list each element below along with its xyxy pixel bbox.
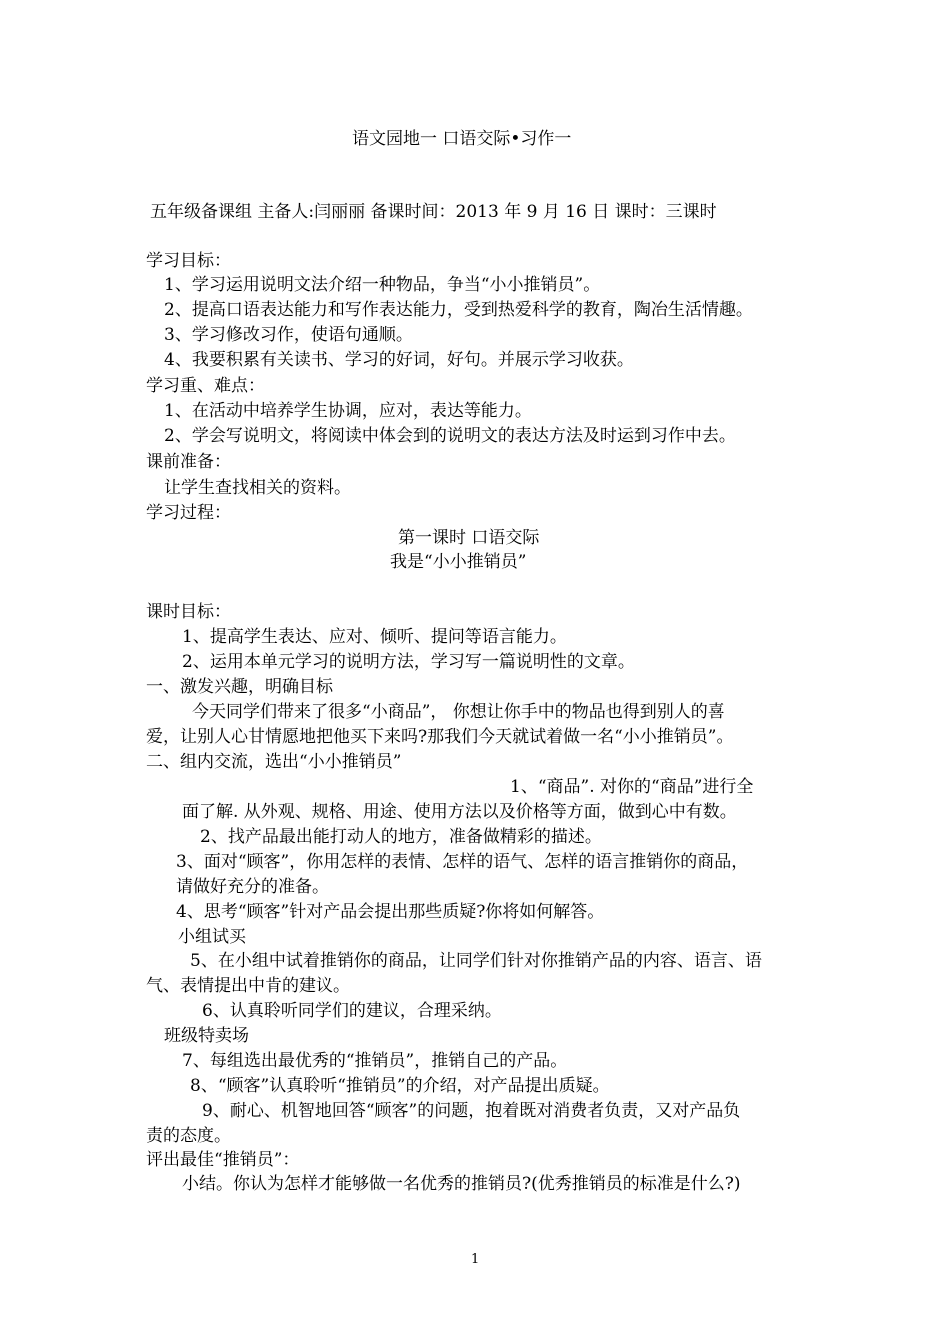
meta-line: 五年级备课组 主备人:闫丽丽 备课时间：2013 年 9 月 16 日 课时：三课时: [150, 202, 717, 222]
key-point-item: 1、在活动中培养学生协调，应对，表达等能力。: [164, 401, 532, 421]
preparation-heading: 课前准备：: [146, 452, 231, 472]
objective-item: 3、学习修改习作，使语句通顺。: [164, 325, 413, 345]
step9-line-b: 责的态度。: [146, 1126, 231, 1146]
lesson-objective-item: 2、运用本单元学习的说明方法，学习写一篇说明性的文章。: [182, 652, 635, 672]
lesson-subtitle: 我是“小小推销员”: [390, 552, 527, 572]
step6-line: 6、认真聆听同学们的建议，合理采纳。: [202, 1001, 502, 1021]
evaluation-heading: 评出最佳“推销员”：: [146, 1150, 300, 1170]
summary-line: 小结。你认为怎样才能够做一名优秀的推销员?(优秀推销员的标准是什么?): [182, 1174, 741, 1194]
step1-line-a: 1、“商品”. 对你的“商品”进行全: [510, 777, 754, 797]
step5-line-b: 气、表情提出中肯的建议。: [146, 976, 350, 996]
step4-line: 4、思考“顾客”针对产品会提出那些质疑?你将如何解答。: [176, 902, 605, 922]
objectives-heading: 学习目标：: [146, 251, 231, 271]
section1-line: 爱，让别人心甘情愿地把他买下来吗?那我们今天就试着做一名“小小推销员”。: [146, 727, 734, 747]
sub-heading-trial: 小组试买: [178, 927, 246, 947]
step8-line: 8、“顾客”认真聆听“推销员”的介绍，对产品提出质疑。: [190, 1076, 610, 1096]
step2-line: 2、找产品最出能打动人的地方，准备做精彩的描述。: [200, 827, 602, 847]
lesson-objectives-heading: 课时目标：: [146, 602, 231, 622]
step7-line: 7、每组选出最优秀的“推销员”，推销自己的产品。: [182, 1051, 568, 1071]
sub-heading-sale: 班级特卖场: [164, 1026, 249, 1046]
objective-item: 1、学习运用说明文法介绍一种物品，争当“小小推销员”。: [164, 275, 601, 295]
document-title: 语文园地一 口语交际•习作一: [352, 129, 572, 149]
step5-line-a: 5、在小组中试着推销你的商品，让同学们针对你推销产品的内容、语言、语: [190, 951, 762, 971]
lesson-title: 第一课时 口语交际: [398, 528, 540, 548]
section2-heading: 二、组内交流，选出“小小推销员”: [146, 752, 402, 772]
objective-item: 4、我要积累有关读书、学习的好词，好句。并展示学习收获。: [164, 350, 634, 370]
step3-line-b: 请做好充分的准备。: [176, 877, 329, 897]
step1-line-b: 面了解. 从外观、规格、用途、使用方法以及价格等方面，做到心中有数。: [182, 802, 737, 822]
key-points-heading: 学习重、难点：: [146, 376, 265, 396]
step9-line-a: 9、耐心、机智地回答“顾客”的问题，抱着既对消费者负责，又对产品负: [202, 1101, 741, 1121]
step3-line-a: 3、面对“顾客”，你用怎样的表情、怎样的语气、怎样的语言推销你的商品，: [176, 852, 749, 872]
section1-heading: 一、激发兴趣，明确目标: [146, 677, 333, 697]
page-number: 1: [471, 1252, 480, 1267]
lesson-objective-item: 1、提高学生表达、应对、倾听、提问等语言能力。: [182, 627, 567, 647]
preparation-text: 让学生查找相关的资料。: [164, 478, 351, 498]
objective-item: 2、提高口语表达能力和写作表达能力，受到热爱科学的教育，陶冶生活情趣。: [164, 300, 753, 320]
section1-line: 今天同学们带来了很多“小商品”， 你想让你手中的物品也得到别人的喜: [192, 702, 725, 722]
process-heading: 学习过程：: [146, 503, 231, 523]
key-point-item: 2、学会写说明文，将阅读中体会到的说明文的表达方法及时运到习作中去。: [164, 426, 736, 446]
